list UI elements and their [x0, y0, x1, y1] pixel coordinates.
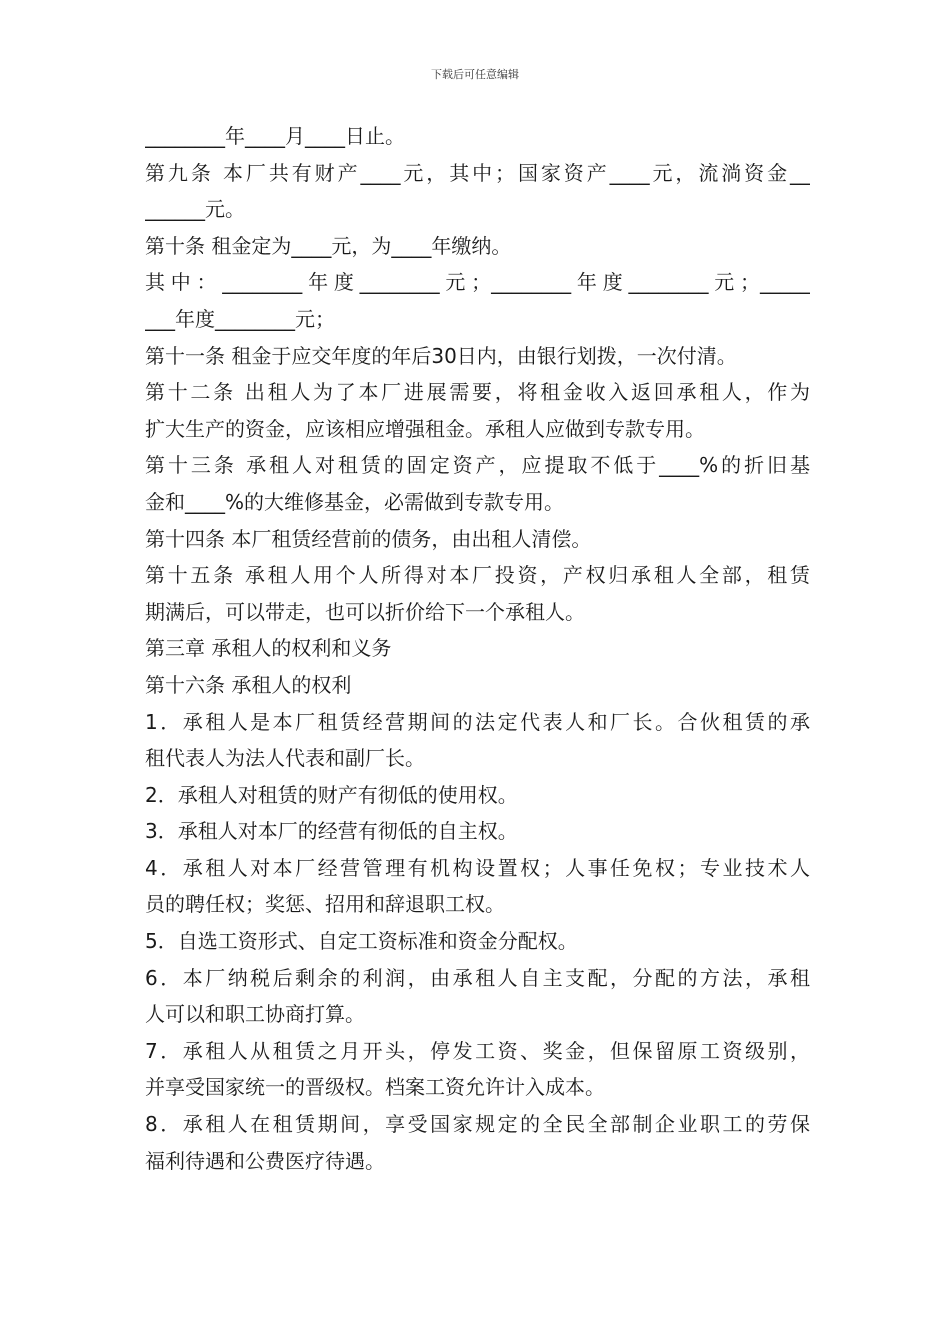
- text-line: 第十四条 本厂租赁经营前的债务，由出租人清偿。: [145, 526, 592, 551]
- text-line: ___年度________元；: [145, 306, 335, 331]
- text-line: 第十三条 承租人对租赁的固定资产，应提取不低于____%的折旧基: [145, 453, 810, 478]
- text-line: 5．自选工资形式、自定工资标准和资金分配权。: [145, 929, 578, 954]
- text-line: 第十六条 承租人的权利: [145, 672, 352, 697]
- text-line: 4．承租人对本厂经营管理有机构设置权；人事任免权；专业技术人: [145, 855, 810, 880]
- text-line: 8．承租人在租赁期间，享受国家规定的全民全部制企业职工的劳保: [145, 1112, 810, 1137]
- text-line: 第三章 承租人的权利和义务: [145, 636, 392, 661]
- text-line: 第九条 本厂共有财产____元，其中；国家资产____元，流淌资金__: [145, 160, 810, 185]
- text-line: 其中：________年度________元；________年度________元；_____: [145, 270, 810, 295]
- text-line: 扩大生产的资金，应该相应增强租金。承租人应做到专款专用。: [145, 416, 705, 441]
- text-line: 第十一条 租金于应交年度的年后30日内，由银行划拨，一次付清。: [145, 343, 737, 368]
- text-line: 福利待遇和公费医疗待遇。: [145, 1148, 385, 1173]
- text-line: 第十二条 出租人为了本厂进展需要，将租金收入返回承租人，作为: [145, 380, 810, 405]
- text-line: 第十条 租金定为____元，为____年缴纳。: [145, 233, 512, 258]
- text-line: 期满后，可以带走，也可以折价给下一个承租人。: [145, 599, 585, 624]
- text-line: ______元。: [145, 197, 245, 222]
- page-header: 下载后可任意编辑: [431, 68, 519, 81]
- text-line: 员的聘任权；奖惩、招用和辞退职工权。: [145, 892, 505, 917]
- text-line: 2．承租人对租赁的财产有彻低的使用权。: [145, 782, 518, 807]
- text-line: 1．承租人是本厂租赁经营期间的法定代表人和厂长。合伙租赁的承: [145, 709, 810, 734]
- text-line: 3．承租人对本厂的经营有彻低的自主权。: [145, 819, 518, 844]
- document-body: [145, 118, 810, 1179]
- text-line: 并享受国家统一的晋级权。档案工资允许计入成本。: [145, 1075, 605, 1100]
- text-line: 人可以和职工协商打算。: [145, 1002, 365, 1027]
- text-line: 6．本厂纳税后剩余的利润，由承租人自主支配，分配的方法，承租: [145, 965, 810, 990]
- text-line: 租代表人为法人代表和副厂长。: [145, 746, 425, 771]
- text-line: 第十五条 承租人用个人所得对本厂投资，产权归承租人全部，租赁: [145, 563, 810, 588]
- text-line: 金和____%的大维修基金，必需做到专款专用。: [145, 489, 565, 514]
- text-line: ________年____月____日止。: [145, 124, 405, 148]
- text-line: 7．承租人从租赁之月开头，停发工资、奖金，但保留原工资级别，: [145, 1038, 810, 1063]
